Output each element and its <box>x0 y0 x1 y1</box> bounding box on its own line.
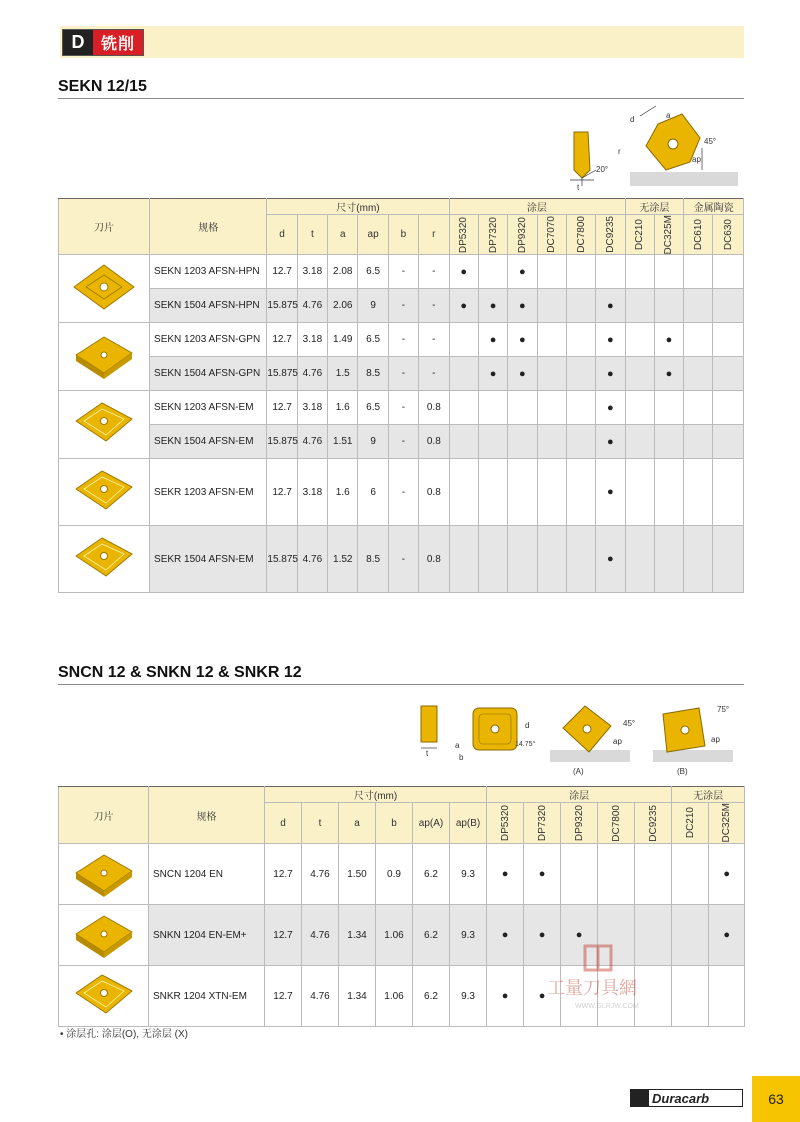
col-grade <box>635 803 672 844</box>
col-grade <box>449 215 478 255</box>
grade-availability-cell <box>449 526 478 593</box>
grade-availability-cell <box>672 905 709 966</box>
dim-cell-r: 0.8 <box>419 391 449 425</box>
dim-cell-b: - <box>388 526 418 593</box>
grade-availability-cell <box>508 425 537 459</box>
dim-cell-d: 12.7 <box>267 323 297 357</box>
diagram2-d: d <box>525 721 530 730</box>
grade-availability-cell: ● <box>596 357 625 391</box>
dim-cell-r: 0.8 <box>419 526 449 593</box>
col-grade <box>654 215 683 255</box>
grade-availability-cell <box>625 425 654 459</box>
col-insert: 刀片 <box>59 787 149 844</box>
footer-brand-text: Duracarb <box>652 1090 710 1106</box>
grade-availability-cell <box>713 357 744 391</box>
grade-availability-cell <box>537 391 566 425</box>
table-row <box>59 289 744 323</box>
dim-cell-a: 1.5 <box>328 357 358 391</box>
grade-availability-cell <box>684 391 713 425</box>
insert-image-cell <box>59 391 150 459</box>
dim-cell-a: 1.34 <box>339 966 376 1027</box>
footer-brand-logo <box>630 1089 743 1107</box>
col-dims-group: 尺寸(mm) <box>267 199 449 215</box>
grade-availability-cell <box>449 391 478 425</box>
grade-availability-cell <box>537 323 566 357</box>
diagram2-ap-a: ap <box>613 737 622 746</box>
diagram1-angle20: 20° <box>596 165 609 174</box>
grade-availability-cell <box>478 526 507 593</box>
col-grade <box>566 215 595 255</box>
grade-availability-cell <box>478 459 507 526</box>
grade-availability-cell <box>713 459 744 526</box>
grade-availability-cell <box>672 844 709 905</box>
dim-cell-b: - <box>388 323 418 357</box>
dim-cell-apA: 6.2 <box>413 844 450 905</box>
insert-image-cell <box>59 905 149 966</box>
grade-availability-cell <box>709 966 745 1027</box>
grade-availability-cell: ● <box>524 844 561 905</box>
grade-availability-cell <box>713 255 744 289</box>
section1-rule <box>58 98 744 99</box>
dim-cell-t: 3.18 <box>297 391 327 425</box>
diagram1-r: r <box>618 147 621 156</box>
diagram1-a: a <box>666 111 671 120</box>
grade-availability-cell: ● <box>478 323 507 357</box>
dim-cell-t: 3.18 <box>297 255 327 289</box>
table-row <box>59 425 744 459</box>
grade-availability-cell <box>625 357 654 391</box>
grade-label: DC325M <box>663 215 675 255</box>
grade-availability-cell: ● <box>596 391 625 425</box>
grade-availability-cell <box>566 526 595 593</box>
grade-availability-cell <box>537 526 566 593</box>
grade-availability-cell <box>684 459 713 526</box>
insert-image-em <box>64 395 144 451</box>
grade-availability-cell <box>537 255 566 289</box>
spec-cell: SEKR 1504 AFSN-EM <box>150 526 267 593</box>
col-spec: 规格 <box>149 787 265 844</box>
col-grade <box>672 803 709 844</box>
grade-availability-cell <box>537 357 566 391</box>
col-dim: b <box>376 803 413 844</box>
dim-cell-b: - <box>388 255 418 289</box>
insert-image-cell <box>59 844 149 905</box>
dim-cell-a: 1.50 <box>339 844 376 905</box>
dim-cell-b: - <box>388 289 418 323</box>
dim-cell-a: 1.6 <box>328 391 358 425</box>
coating-note: • 涂层孔: 涂层(O), 无涂层 (X) <box>60 1029 188 1040</box>
spec-cell: SEKN 1203 AFSN-GPN <box>150 323 267 357</box>
spec-cell: SEKN 1504 AFSN-EM <box>150 425 267 459</box>
grade-availability-cell <box>508 391 537 425</box>
col-dim: t <box>297 215 327 255</box>
diagram2-ap-b: ap <box>711 735 720 744</box>
grade-availability-cell <box>625 289 654 323</box>
grade-availability-cell <box>625 255 654 289</box>
dim-cell-d: 15.875 <box>267 289 297 323</box>
col-grade <box>487 803 524 844</box>
grade-label: DC7070 <box>546 216 558 254</box>
col-grade <box>478 215 507 255</box>
grade-availability-cell <box>713 289 744 323</box>
grade-availability-cell: ● <box>561 905 598 966</box>
dim-cell-d: 12.7 <box>265 844 302 905</box>
grade-label: DC9235 <box>604 216 616 254</box>
spec-cell: SEKR 1203 AFSN-EM <box>150 459 267 526</box>
dim-cell-t: 4.76 <box>297 425 327 459</box>
grade-label: DC7800 <box>575 216 587 254</box>
grade-availability-cell: ● <box>524 905 561 966</box>
insert-image-em <box>64 967 144 1023</box>
grade-availability-cell: ● <box>508 323 537 357</box>
col-coated-group: 涂层 <box>487 787 672 803</box>
dim-cell-r: - <box>419 255 449 289</box>
col-dims-group: 尺寸(mm) <box>265 787 487 803</box>
diagram1-ap: ap <box>692 155 701 164</box>
diagram2-angle45: 45° <box>623 719 636 728</box>
grade-availability-cell: ● <box>596 425 625 459</box>
grade-label: DC610 <box>692 219 704 251</box>
grade-availability-cell: ● <box>478 357 507 391</box>
dim-cell-t: 4.76 <box>297 289 327 323</box>
insert-image-square <box>64 327 144 383</box>
grade-availability-cell <box>566 323 595 357</box>
section2-rule <box>58 684 744 685</box>
dim-cell-a: 2.06 <box>328 289 358 323</box>
dim-cell-t: 4.76 <box>297 526 327 593</box>
grade-label: DC210 <box>684 807 696 839</box>
col-grade <box>713 215 744 255</box>
grade-availability-cell: ● <box>449 289 478 323</box>
spec-cell: SNKN 1204 EN-EM+ <box>149 905 265 966</box>
diagram2-t: t <box>426 749 429 758</box>
diagram2-cap-b: (B) <box>677 767 688 776</box>
grade-availability-cell <box>625 526 654 593</box>
grade-availability-cell <box>713 323 744 357</box>
grade-availability-cell <box>561 844 598 905</box>
grade-label: DC7800 <box>610 804 622 842</box>
grade-label: DP5320 <box>499 804 511 842</box>
grade-availability-cell <box>672 966 709 1027</box>
dim-cell-a: 1.6 <box>328 459 358 526</box>
grade-label: DP7320 <box>536 804 548 842</box>
dim-cell-d: 12.7 <box>265 905 302 966</box>
grade-label: DC630 <box>722 219 734 251</box>
dim-cell-d: 12.7 <box>265 966 302 1027</box>
diagram2-a: a <box>455 741 460 750</box>
dim-cell-t: 4.76 <box>302 905 339 966</box>
insert-image-square <box>64 906 144 962</box>
grade-availability-cell <box>598 844 635 905</box>
insert-image-em <box>64 530 144 586</box>
diagram1-angle45: 45° <box>704 137 717 146</box>
grade-availability-cell <box>654 391 683 425</box>
category-tab <box>62 29 144 56</box>
col-dim: a <box>328 215 358 255</box>
snkn-geometry-diagram <box>415 698 745 780</box>
dim-cell-ap: 9 <box>358 425 388 459</box>
grade-availability-cell: ● <box>596 323 625 357</box>
dim-cell-b: 1.06 <box>376 966 413 1027</box>
dim-cell-d: 12.7 <box>267 255 297 289</box>
col-spec: 规格 <box>150 199 267 255</box>
col-uncoated-group: 无涂层 <box>625 199 684 215</box>
grade-label: DP5320 <box>458 216 470 253</box>
grade-availability-cell <box>449 323 478 357</box>
grade-availability-cell: ● <box>487 905 524 966</box>
dim-cell-ap: 6.5 <box>358 323 388 357</box>
grade-availability-cell <box>713 391 744 425</box>
grade-availability-cell: ● <box>508 255 537 289</box>
grade-availability-cell <box>684 357 713 391</box>
insert-image-cell <box>59 526 150 593</box>
col-grade <box>596 215 625 255</box>
col-dim: a <box>339 803 376 844</box>
spec-cell: SNKR 1204 XTN-EM <box>149 966 265 1027</box>
dim-cell-apB: 9.3 <box>450 966 487 1027</box>
insert-image-cell <box>59 255 150 323</box>
dim-cell-t: 3.18 <box>297 459 327 526</box>
col-dim: b <box>388 215 418 255</box>
grade-availability-cell: ● <box>508 357 537 391</box>
col-cermet-group: 金属陶瓷 <box>684 199 744 215</box>
col-grade <box>537 215 566 255</box>
diagram1-t: t <box>577 183 580 192</box>
grade-availability-cell <box>625 459 654 526</box>
dim-cell-r: 0.8 <box>419 425 449 459</box>
insert-image-square <box>64 845 144 901</box>
grade-availability-cell: ● <box>596 289 625 323</box>
dim-cell-t: 3.18 <box>297 323 327 357</box>
grade-availability-cell: ● <box>596 459 625 526</box>
col-grade <box>709 803 745 844</box>
grade-availability-cell <box>478 391 507 425</box>
grade-availability-cell <box>684 255 713 289</box>
grade-availability-cell <box>713 526 744 593</box>
grade-availability-cell: ● <box>449 255 478 289</box>
grade-availability-cell <box>508 526 537 593</box>
grade-label: DP9320 <box>573 804 585 842</box>
grade-availability-cell <box>508 459 537 526</box>
dim-cell-b: 1.06 <box>376 905 413 966</box>
dim-cell-d: 15.875 <box>267 357 297 391</box>
col-dim: d <box>265 803 302 844</box>
svg-text:工量刀具網: 工量刀具網 <box>547 978 637 999</box>
header-band <box>60 26 744 58</box>
grade-availability-cell: ● <box>524 966 561 1027</box>
grade-availability-cell <box>625 323 654 357</box>
grade-availability-cell <box>654 255 683 289</box>
dim-cell-ap: 8.5 <box>358 357 388 391</box>
grade-availability-cell <box>566 255 595 289</box>
insert-image-cell <box>59 966 149 1027</box>
col-coated-group: 涂层 <box>449 199 625 215</box>
grade-availability-cell: ● <box>487 966 524 1027</box>
col-dim: ap(B) <box>450 803 487 844</box>
spec-cell: SNCN 1204 EN <box>149 844 265 905</box>
insert-image-cross <box>64 259 144 315</box>
grade-availability-cell <box>537 425 566 459</box>
grade-availability-cell <box>596 255 625 289</box>
table-row <box>59 323 744 357</box>
grade-label: DC210 <box>634 219 646 251</box>
col-insert: 刀片 <box>59 199 150 255</box>
col-grade <box>508 215 537 255</box>
grade-availability-cell: ● <box>709 905 745 966</box>
dim-cell-r: - <box>419 357 449 391</box>
table-row <box>59 357 744 391</box>
col-grade <box>625 215 654 255</box>
grade-availability-cell: ● <box>709 844 745 905</box>
diagram2-cap-a: (A) <box>573 767 584 776</box>
col-dim: r <box>419 215 449 255</box>
grade-availability-cell <box>566 289 595 323</box>
grade-label: DC9235 <box>647 804 659 842</box>
section2-title: SNCN 12 & SNKN 12 & SNKR 12 <box>58 664 302 681</box>
dim-cell-b: 0.9 <box>376 844 413 905</box>
grade-availability-cell <box>566 391 595 425</box>
dim-cell-d: 15.875 <box>267 526 297 593</box>
dim-cell-apB: 9.3 <box>450 905 487 966</box>
table-row <box>59 255 744 289</box>
grade-availability-cell <box>449 357 478 391</box>
grade-availability-cell <box>654 526 683 593</box>
dim-cell-ap: 6 <box>358 459 388 526</box>
dim-cell-a: 1.34 <box>339 905 376 966</box>
watermark-logo <box>545 942 675 1012</box>
table-row <box>59 459 744 526</box>
grade-availability-cell <box>684 526 713 593</box>
insert-image-cell <box>59 323 150 391</box>
dim-cell-apB: 9.3 <box>450 844 487 905</box>
dim-cell-b: - <box>388 459 418 526</box>
spec-cell: SEKN 1203 AFSN-EM <box>150 391 267 425</box>
insert-image-cell <box>59 459 150 526</box>
col-dim: ap(A) <box>413 803 450 844</box>
grade-availability-cell <box>654 459 683 526</box>
dim-cell-a: 1.52 <box>328 526 358 593</box>
dim-cell-ap: 6.5 <box>358 391 388 425</box>
sekn-geometry-diagram <box>560 104 745 194</box>
dim-cell-r: - <box>419 289 449 323</box>
spec-cell: SEKN 1504 AFSN-GPN <box>150 357 267 391</box>
grade-availability-cell <box>566 357 595 391</box>
svg-text:WWW.GLRJW.COM: WWW.GLRJW.COM <box>575 1003 639 1010</box>
grade-availability-cell: ● <box>654 323 683 357</box>
dim-cell-ap: 6.5 <box>358 255 388 289</box>
grade-availability-cell <box>478 425 507 459</box>
grade-availability-cell <box>684 425 713 459</box>
grade-availability-cell <box>684 289 713 323</box>
insert-image-em <box>64 463 144 519</box>
dim-cell-ap: 9 <box>358 289 388 323</box>
diagram2-angle75: 75° <box>717 705 730 714</box>
grade-availability-cell <box>625 391 654 425</box>
page-number: 63 <box>752 1076 800 1122</box>
dim-cell-t: 4.76 <box>302 844 339 905</box>
grade-availability-cell <box>635 844 672 905</box>
dim-cell-d: 15.875 <box>267 425 297 459</box>
dim-cell-d: 12.7 <box>267 459 297 526</box>
grade-label: DP9320 <box>516 216 528 253</box>
diagram2-b: b <box>459 753 464 762</box>
dim-cell-ap: 8.5 <box>358 526 388 593</box>
diagram1-d: d <box>630 115 635 124</box>
col-grade <box>561 803 598 844</box>
grade-availability-cell <box>566 425 595 459</box>
grade-availability-cell <box>478 255 507 289</box>
brand-mark: D <box>63 30 93 55</box>
grade-availability-cell: ● <box>596 526 625 593</box>
grade-availability-cell: ● <box>487 844 524 905</box>
grade-availability-cell: ● <box>508 289 537 323</box>
diagram2-angle14: 14.75° <box>515 741 536 748</box>
dim-cell-d: 12.7 <box>267 391 297 425</box>
grade-availability-cell <box>537 459 566 526</box>
grade-availability-cell: ● <box>654 357 683 391</box>
grade-availability-cell <box>654 425 683 459</box>
col-grade <box>598 803 635 844</box>
section1-title: SEKN 12/15 <box>58 78 147 95</box>
category-label: 铣削 <box>93 30 143 55</box>
table-row <box>59 526 744 593</box>
grade-availability-cell <box>684 323 713 357</box>
grade-availability-cell <box>449 459 478 526</box>
spec-cell: SEKN 1203 AFSN-HPN <box>150 255 267 289</box>
spec-cell: SEKN 1504 AFSN-HPN <box>150 289 267 323</box>
footer-brand-mark <box>631 1090 649 1106</box>
dim-cell-a: 1.51 <box>328 425 358 459</box>
dim-cell-a: 2.08 <box>328 255 358 289</box>
col-grade <box>524 803 561 844</box>
grade-availability-cell <box>713 425 744 459</box>
table-row <box>59 391 744 425</box>
dim-cell-apA: 6.2 <box>413 966 450 1027</box>
sekn-table <box>58 198 744 593</box>
grade-availability-cell <box>566 459 595 526</box>
dim-cell-a: 1.49 <box>328 323 358 357</box>
grade-label: DC325M <box>721 803 733 843</box>
dim-cell-apA: 6.2 <box>413 905 450 966</box>
dim-cell-b: - <box>388 357 418 391</box>
grade-availability-cell <box>537 289 566 323</box>
dim-cell-r: 0.8 <box>419 459 449 526</box>
col-dim: ap <box>358 215 388 255</box>
dim-cell-t: 4.76 <box>302 966 339 1027</box>
dim-cell-t: 4.76 <box>297 357 327 391</box>
grade-availability-cell: ● <box>478 289 507 323</box>
grade-label: DP7320 <box>487 216 499 253</box>
table-row <box>59 844 745 905</box>
col-grade <box>684 215 713 255</box>
col-uncoated-group: 无涂层 <box>672 787 745 803</box>
dim-cell-b: - <box>388 391 418 425</box>
col-dim: d <box>267 215 297 255</box>
dim-cell-r: - <box>419 323 449 357</box>
grade-availability-cell <box>654 289 683 323</box>
grade-availability-cell <box>449 425 478 459</box>
dim-cell-b: - <box>388 425 418 459</box>
col-dim: t <box>302 803 339 844</box>
